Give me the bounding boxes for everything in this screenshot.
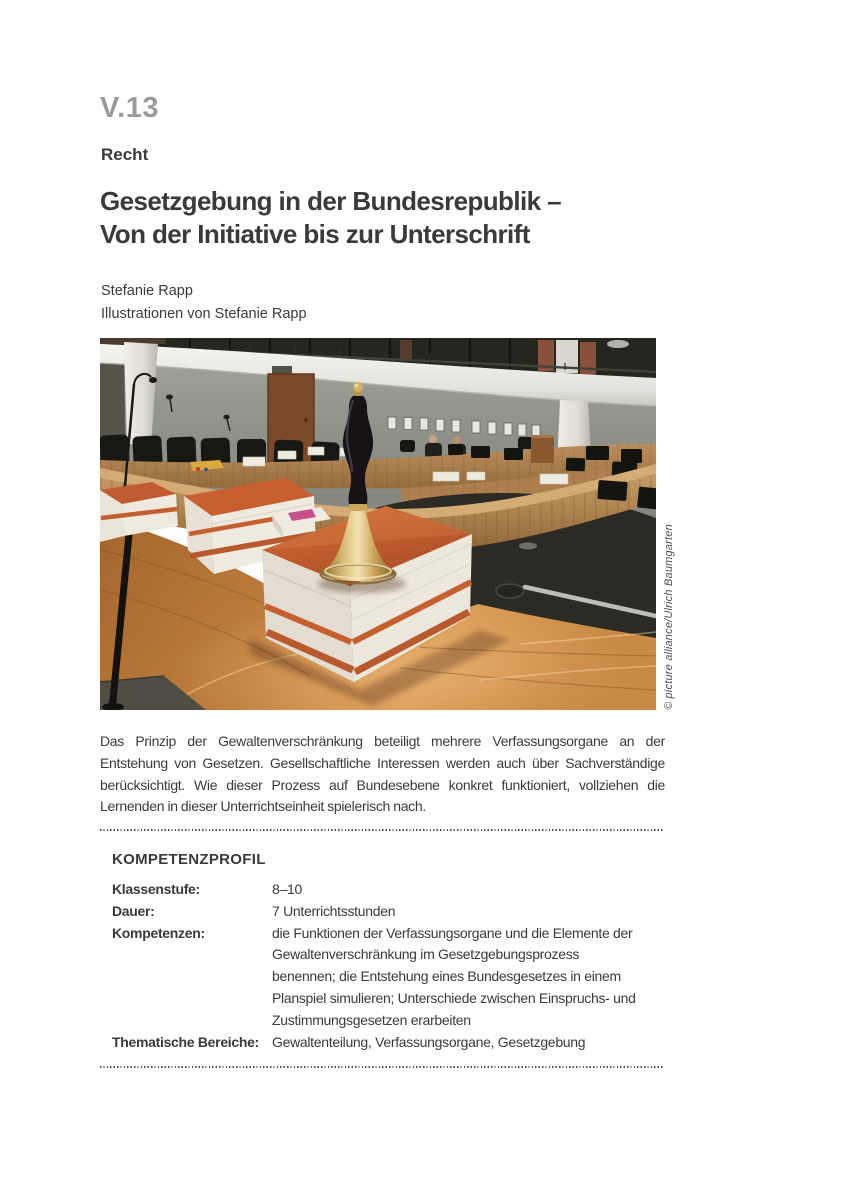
profile-label-kompetenzen: Kompetenzen: <box>112 924 205 941</box>
profile-label-klassenstufe: Klassenstufe: <box>112 881 200 897</box>
illustrator-credit: Illustrationen von Stefanie Rapp <box>101 305 307 322</box>
subject-category: Recht <box>101 145 149 164</box>
profile-label-thematische-bereiche: Thematische Bereiche: <box>112 1033 259 1050</box>
author-name: Stefanie Rapp <box>101 283 193 299</box>
dotted-divider-bottom <box>100 1066 664 1068</box>
dotted-divider-top <box>100 829 664 831</box>
profile-label-dauer: Dauer: <box>112 902 155 919</box>
intro-paragraph: Das Prinzip der Gewaltenverschränkung beteiligt mehrere Verfassungsorgane an der Entstehung von Gesetzen. Gesellschaftliche Interessen werden auch über Sachverständige berücksichtigt. Wie dieser Prozess auf Bundesebene konkret funktioniert, vollziehen die Lernenden in dieser Unterrichtseinheit spielerisch nach. <box>100 733 665 815</box>
profile-value-klassenstufe: 8–10 <box>272 881 302 897</box>
title-line-2: Von der Initiative bis zur Unterschrift <box>100 219 530 249</box>
page-title <box>100 185 561 251</box>
profile-value-thematische-bereiche: Gewaltenteilung, Verfassungsorgane, Gesetzgebung <box>272 1033 586 1050</box>
competence-profile-table <box>112 879 642 1053</box>
profile-value-dauer: 7 Unterrichtsstunden <box>272 902 396 919</box>
unit-code: V.13 <box>100 92 159 124</box>
profile-heading: KOMPETENZPROFIL <box>112 851 266 868</box>
author-block <box>101 280 307 325</box>
profile-value-kompetenzen: die Funktionen der Verfassungsorgane und die Elemente der Gewaltenverschränkung im Gesetzgebungsprozess benennen; die Entstehung eines Bundesgesetzes in einem Planspiel simulieren; Unterschiede zwischen Einspruchs- und Zustimmungsgesetzen erarbeiten <box>272 924 636 1028</box>
plenary-chamber-illustration <box>100 338 656 710</box>
article-photo <box>100 338 656 710</box>
photo-credit: © picture alliance/Ulrich Baumgarten <box>663 524 675 710</box>
title-line-1: Gesetzgebung in der Bundesrepublik – <box>100 186 561 216</box>
